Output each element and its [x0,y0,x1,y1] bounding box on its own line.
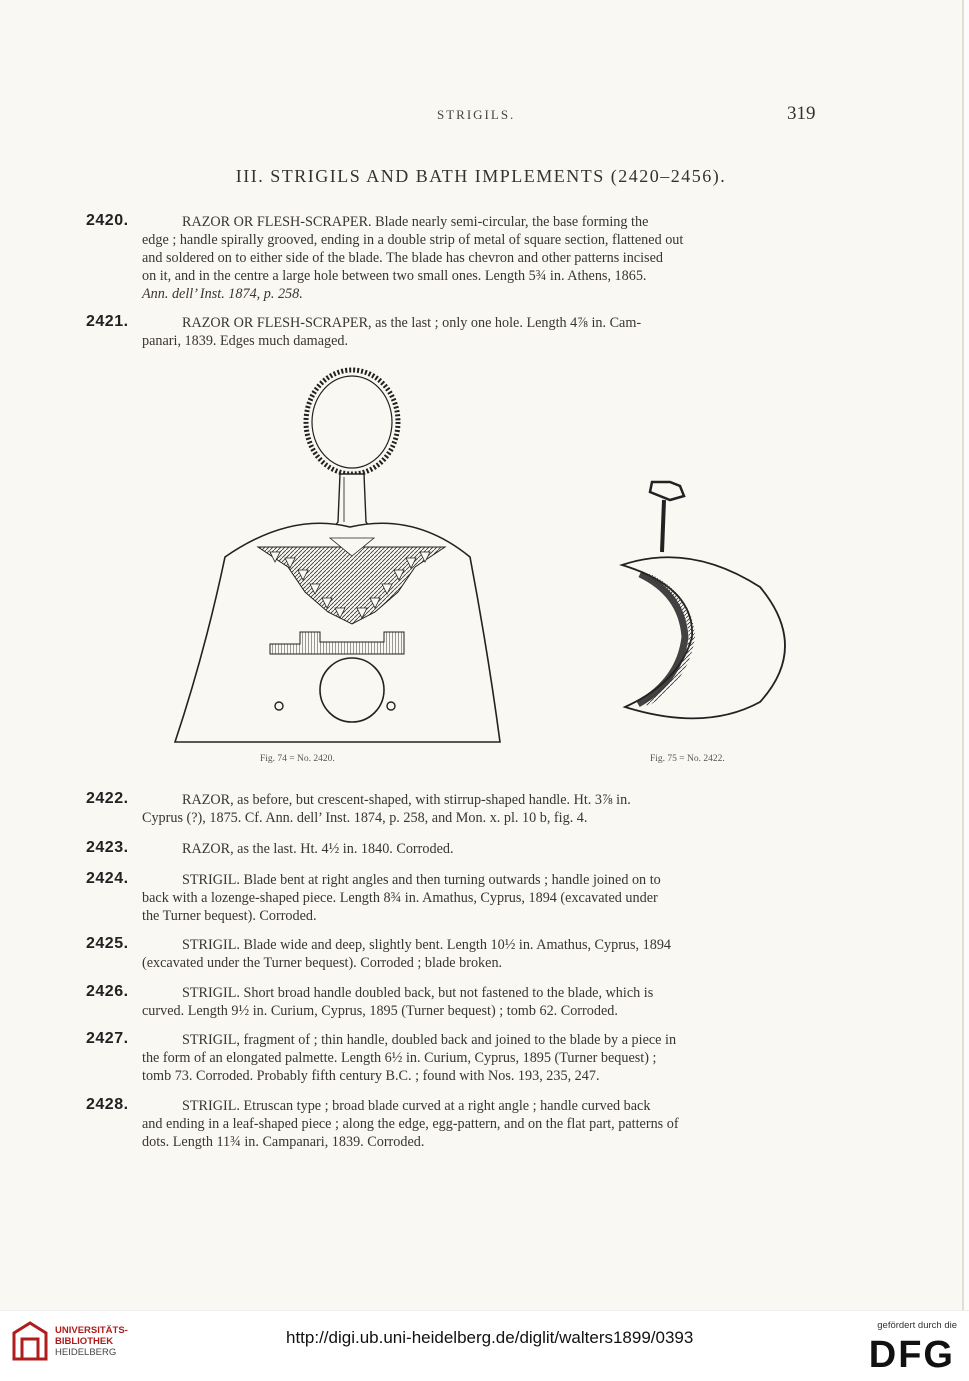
entry-line: curved. Length 9½ in. Curium, Cyprus, 1895 (Turner bequest) ; tomb 62. Corroded. [142,1003,618,1019]
fig75-caption: Fig. 75 = No. 2422. [650,754,725,764]
entry-number: 2421. [86,313,129,330]
entry-number: 2427. [86,1030,129,1047]
entry-number: 2426. [86,983,129,1000]
entry-line: RAZOR, as before, but crescent-shaped, with stirrup-shaped handle. Ht. 3⅞ in. [182,792,631,808]
entry-line: STRIGIL. Blade bent at right angles and then turning outwards ; handle joined on to [182,872,661,888]
entry-number: 2423. [86,839,129,856]
entry-number: 2420. [86,212,129,229]
entry-number: 2424. [86,870,129,887]
entry-line: panari, 1839. Edges much damaged. [142,333,349,349]
running-head [0,105,962,129]
digitization-url-link[interactable]: http://digi.ub.uni-heidelberg.de/diglit/walters1899/0393 [286,1328,694,1347]
uni-line: HEIDELBERG [55,1347,117,1358]
digitization-footer [0,1310,969,1381]
entry-line: and ending in a leaf-shaped piece ; along the edge, egg-pattern, and on the flat part, patterns of [142,1116,679,1132]
uni-line: BIBLIOTHEK [55,1336,114,1347]
entry-number: 2428. [86,1096,129,1113]
entry-line: RAZOR, as the last. Ht. 4½ in. 1840. Corroded. [182,841,454,857]
entry-description [142,213,828,303]
entry-description [142,1031,828,1085]
university-library-logo [10,1319,50,1363]
entry-line: Cyprus (?), 1875. Cf. Ann. dell’ Inst. 1874, p. 258, and Mon. x. pl. 10 b, fig. 4. [142,810,588,826]
funding-note: gefördert durch die [877,1320,957,1331]
fig75-razor-drawing [622,482,785,718]
entry-line: edge ; handle spirally grooved, ending in a double strip of metal of square section, flattened out [142,232,684,248]
running-title: STRIGILS. [437,107,516,122]
entry-line: STRIGIL. Etruscan type ; broad blade curved at a right angle ; handle curved back [182,1098,651,1114]
entry-line: STRIGIL. Blade wide and deep, slightly bent. Length 10½ in. Amathus, Cyprus, 1894 [182,937,672,953]
entry-line: on it, and in the centre a large hole between two small ones. Length 5¾ in. Athens, 1865. [142,268,647,284]
entry-line: RAZOR OR FLESH-SCRAPER, as the last ; only one hole. Length 4⅞ in. Cam- [182,315,642,331]
page-number: 319 [787,103,816,124]
entry-description [142,936,828,972]
entry-description [142,871,828,925]
entry-description [142,314,828,350]
uni-line: UNIVERSITÄTS- [55,1325,128,1336]
university-library-name [55,1325,128,1358]
entry-number: 2422. [86,790,129,807]
entry-line: RAZOR OR FLESH-SCRAPER. Blade nearly semi-circular, the base forming the [182,214,649,230]
fig74-razor-drawing [175,370,500,742]
fig74-caption: Fig. 74 = No. 2420. [260,754,335,764]
razor-illustrations [170,362,810,774]
entry-line: and soldered on to either side of the blade. The blade has chevron and other patterns incised [142,250,663,266]
entry-line: Ann. dell’ Inst. 1874, p. 258. [142,286,303,302]
entry-line: (excavated under the Turner bequest). Corroded ; blade broken. [142,955,503,971]
entry-description [142,1097,828,1151]
entry-line: tomb 73. Corroded. Probably fifth century B.C. ; found with Nos. 193, 235, 247. [142,1068,600,1084]
entry-description [142,984,828,1020]
entry-line: the form of an elongated palmette. Length 6½ in. Curium, Cyprus, 1895 (Turner bequest) ; [142,1050,657,1066]
dfg-logo: DFG [868,1334,955,1376]
entry-number: 2425. [86,935,129,952]
figure-area [170,362,810,774]
section-title: III. STRIGILS AND BATH IMPLEMENTS (2420–2456). [235,166,727,186]
entry-line: the Turner bequest). Corroded. [142,908,317,924]
entry-description [142,791,828,827]
entry-line: STRIGIL. Short broad handle doubled back, but not fastened to the blade, which is [182,985,654,1001]
entry-line: dots. Length 11¾ in. Campanari, 1839. Corroded. [142,1134,425,1150]
entry-description [142,840,828,858]
entry-line: back with a lozenge-shaped piece. Length 8¾ in. Amathus, Cyprus, 1894 (excavated under [142,890,658,906]
entry-line: STRIGIL, fragment of ; thin handle, doubled back and joined to the blade by a piece in [182,1032,677,1048]
